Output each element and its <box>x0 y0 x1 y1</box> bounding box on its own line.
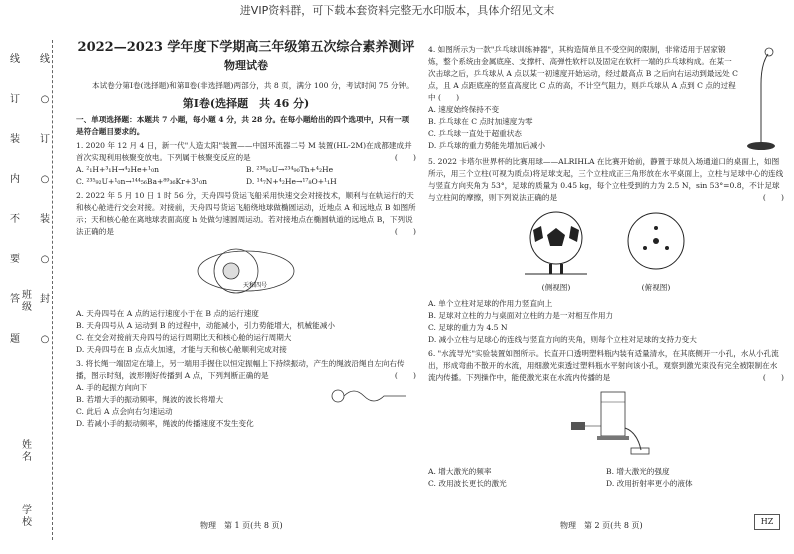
binding-char: 装 <box>40 214 50 225</box>
pingpong-trainer-diagram <box>738 44 784 154</box>
question-5 <box>428 156 784 346</box>
page-2-column <box>428 26 784 492</box>
option-b: B. 天舟四号从 A 运动到 B 的过程中，动能减小，引力势能增大，机械能减小 <box>76 321 335 330</box>
option-d: D. 减小立柱与足球心的连线与竖直方向的夹角，则每个立柱对足球的支持力变大 <box>428 335 697 344</box>
name-label: 姓名 <box>22 440 32 463</box>
option-c: C. 乒乓球一直处于超重状态 <box>428 129 522 138</box>
answer-paren: ( ) <box>438 93 460 102</box>
football-top-view <box>621 208 691 278</box>
option-c: C. 此后 A 点会向右匀速运动 <box>76 407 173 416</box>
binding-char: ○ <box>40 174 50 185</box>
option-c: C. 足球的重力为 4.5 N <box>428 323 508 332</box>
option-a: A. 单个立柱对足球的作用力竖直向上 <box>428 299 553 308</box>
binding-char: 装 <box>10 134 20 145</box>
orbit-figure <box>76 242 416 304</box>
option-d: D. 天舟四号在 B 点点火加速，才能与天和核心舱顺利完成对接 <box>76 345 287 354</box>
binding-right-chars <box>38 40 52 360</box>
question-stem: 3. 将长绳一端固定在墙上，另一端用手握住以恒定振幅上下持续振动，产生的绳波沿绳自左向右传播，图示时刻，波形刚好传播到 A 点，下列判断正确的是 <box>76 359 405 380</box>
exam-note: 本试卷分第Ⅰ卷(选择题)和第Ⅱ卷(非选择题)两部分，共 8 页，满分 100 分，考试时间 75 分钟。 <box>92 81 414 90</box>
binding-char: 订 <box>40 134 50 145</box>
class-label: 班级 <box>22 290 32 313</box>
option-b: B. 乒乓球在 C 点时加速度为零 <box>428 117 533 126</box>
binding-char: ○ <box>40 94 50 105</box>
answer-paren: ( ) <box>394 227 416 236</box>
answer-paren: ( ) <box>762 373 784 382</box>
question-4 <box>428 44 784 154</box>
option-b: B. ²³⁸₉₂U→²³⁴₉₀Th+⁴₂He <box>246 165 334 174</box>
orbit-diagram <box>191 242 301 300</box>
question-stem: 2. 2022 年 5 月 10 日 1 时 56 分，天舟四号货运飞船采用快速交会对接技术，顺利与在轨运行的天和核心舱进行交会对接。对接前，天舟四号货运飞船绕地球做椭圆运动，近地点 A 和远地点 B 如图所示；天和核心舱在离地球表面高度 h 处做匀速圆周运动。若对接地点在椭圆轨道的远地点 B，下列说法正确的是 <box>76 191 416 236</box>
option-d: D. 改用折射率更小的液体 <box>606 479 693 488</box>
water-light-diagram <box>561 388 651 458</box>
question-6 <box>428 348 784 490</box>
binding-char: 题 <box>10 334 20 345</box>
rope-wave-diagram <box>330 382 410 408</box>
exam-title: 2022—2023 学年度下学期高三年级第五次综合素养测评 <box>77 40 415 55</box>
binding-char: 封 <box>40 294 50 305</box>
top-banner: 进VIP资料群，可下载本套资料完整无水印版本，具体介绍见文末 <box>239 4 555 17</box>
answer-paren: ( ) <box>394 371 416 380</box>
question-1 <box>76 140 416 188</box>
page-badge: HZ <box>754 514 780 530</box>
option-c: C. ²³⁵₉₂U+¹₀n→¹⁴⁴₅₆Ba+⁸⁹₃₆Kr+3¹₀n <box>76 177 208 186</box>
binding-char: 线 <box>10 54 20 65</box>
answer-paren: ( ) <box>394 153 416 162</box>
exam-subject: 物理试卷 <box>224 59 268 72</box>
answer-paren: ( ) <box>762 193 784 202</box>
orbit-label: 天和四号 <box>243 282 268 289</box>
top-view-label: (俯视图) <box>641 283 671 292</box>
binding-char: 不 <box>10 214 20 225</box>
option-a: A. 天舟四号在 A 点的运行速度小于在 B 点的运行速度 <box>76 309 259 318</box>
option-c: C. 改用波长更长的激光 <box>428 479 507 488</box>
question-3 <box>76 358 416 430</box>
option-b: B. 若增大手的振动频率，绳波的波长将增大 <box>76 395 224 404</box>
binding-char: ○ <box>40 334 50 345</box>
question-stem: 6. "水流导光"实验装置如图所示。长直开口透明塑料瓶内装有适量清水，在其底侧开一小孔，水从小孔流出，形成弯曲不散开的水流，用细激光束透过塑料瓶水平射向该小孔，观察到激光束没有完全被限制在水流内传播。下列操作中，能使激光束在水流内传播的是 <box>428 349 779 382</box>
page-1-column <box>76 26 416 432</box>
question-stem: 5. 2022 卡塔尔世界杯的比赛用球——ALRIHLA 在比赛开始前，静置于球员入场通道口的桌面上，如图所示，用三个立柱(可视为质点)将足球支起，三个立柱成正三角形放在水平桌面上，立柱与足球中心的连线与竖直方向夹角为 53°，足球的质量为 0.45 kg，每个立柱受到的力为 2.5 N，sin 53°=0.8，不计足球与立柱间的摩擦，则下列说法正确的是 <box>428 157 784 202</box>
option-a: A. ²₁H+³₁H→⁴₂He+¹₀n <box>76 165 160 174</box>
binding-char: 要 <box>10 254 20 265</box>
water-light-figure <box>428 388 784 462</box>
option-d: D. 乒乓球的重力势能先增加后减小 <box>428 141 545 150</box>
binding-char: 订 <box>10 94 20 105</box>
binding-margin <box>4 40 70 540</box>
option-b: B. 足球对立柱的力与桌面对立柱的力是一对相互作用力 <box>428 311 614 320</box>
binding-char: 线 <box>40 54 50 65</box>
binding-char: ○ <box>40 254 50 265</box>
option-d: D. ¹⁴₇N+⁴₂He→¹⁷₈O+¹₁H <box>246 177 337 186</box>
question-stem: 4. 如图所示为一款"乒乓球训练神器"，其构造简单且不受空间的限制，非常适用于居家锻炼，整个系统由金属底座、支撑杆、高弹性软杆以及固定在软杆一端的乒乓球构成。在某一次击球之后，乒乓球从 A 点以某一初速度开始运动，经过最高点 B 之后向右运动到最远处 C 点，且 A 点距底座的竖直高度比 C 点的高，不计空气阻力，则乒乓球从 A 点到 C 点的过程中 <box>428 45 738 102</box>
binding-char: 答 <box>10 294 20 305</box>
side-view-label: (侧视图) <box>541 283 571 292</box>
page-2-footer: 物理 第 2 页(共 8 页) <box>560 521 643 530</box>
option-c: C. 在交会对接前天舟四号的运行周期比天和核心舱的运行周期大 <box>76 333 292 342</box>
section-1-heading: 一、单项选择题：本题共 7 小题，每小题 4 分，共 28 分。在每小题给出的四个选项中，只有一项是符合题目要求的。 <box>76 115 410 136</box>
question-stem: 1. 2020 年 12 月 4 日，新一代"人造太阳"装置——中国环流器二号 M 装置(HL-2M)在成都建成并首次实现利用核聚变放电。下列属于核聚变反应的是 <box>76 141 412 162</box>
part-1-heading: 第Ⅰ卷(选择题 共 46 分) <box>182 97 310 110</box>
binding-left-chars <box>8 40 22 360</box>
football-figure <box>428 208 784 294</box>
option-a: A. 速度始终保持不变 <box>428 105 500 114</box>
football-side-view <box>521 208 591 278</box>
question-2 <box>76 190 416 356</box>
binding-dashed-line <box>52 40 53 540</box>
school-label: 学校 <box>22 505 32 528</box>
option-a: A. 增大激光的频率 <box>428 467 492 476</box>
option-d: D. 若减小手的振动频率，绳波的传播速度不发生变化 <box>76 419 254 428</box>
option-b: B. 增大激光的强度 <box>606 467 670 476</box>
binding-char: 内 <box>10 174 20 185</box>
page-1-footer: 物理 第 1 页(共 8 页) <box>200 521 283 530</box>
option-a: A. 手的起振方向向下 <box>76 383 148 392</box>
